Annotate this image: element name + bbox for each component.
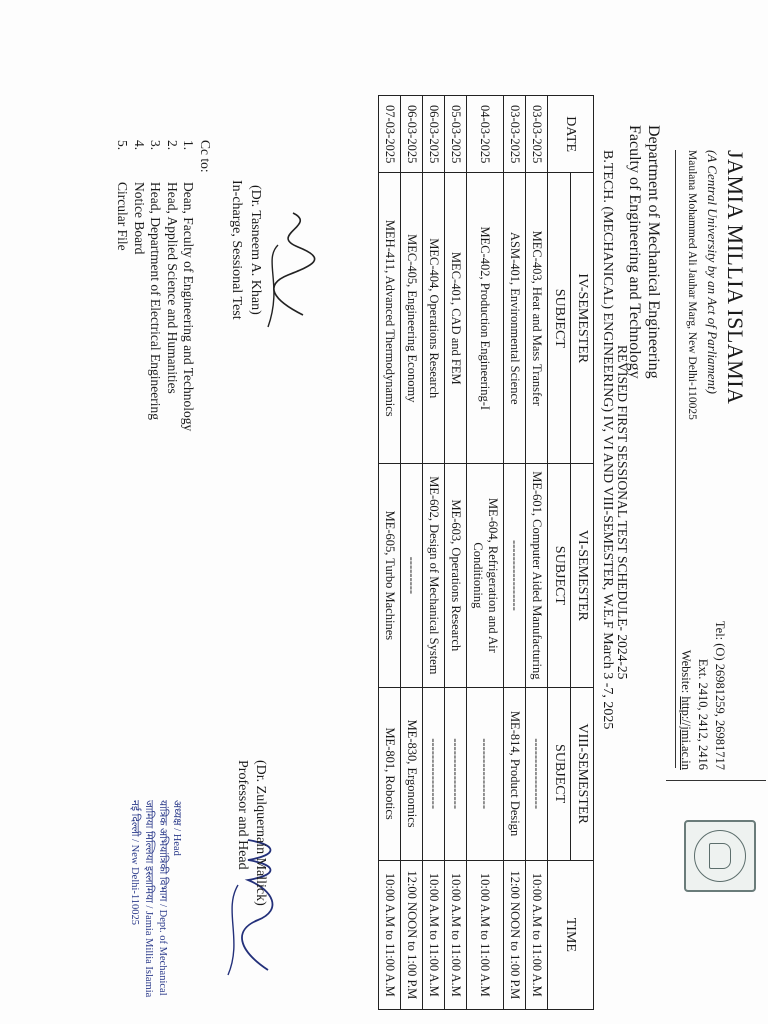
cc-item bbox=[114, 140, 131, 431]
cell-iv: MEH-411, Advanced Thermodynamics bbox=[379, 173, 401, 464]
contact-tel: Tel: (O) 26981259, 26981717 bbox=[713, 620, 727, 770]
cell-time: 10:00 A.M to 11:00 A.M bbox=[526, 860, 548, 1009]
right-signatory-name: (Dr. Zulquernain Mallick) bbox=[253, 760, 268, 906]
subheader-subject-iv: SUBJECT bbox=[548, 173, 571, 464]
cell-viii: ME-814, Product Design bbox=[504, 687, 526, 860]
university-subtitle: (A Central University by an Act of Parliament) bbox=[705, 150, 720, 394]
schedule-title: REVISED FIRST SESSIONAL TEST SCHEDULE- 2024-25 bbox=[615, 345, 630, 680]
contact-rule bbox=[675, 612, 676, 768]
cell-vi: --------- bbox=[401, 464, 423, 687]
cell-viii: ----------------- bbox=[423, 687, 445, 860]
cell-time: 12:00 NOON to 1:00 P.M bbox=[504, 860, 526, 1009]
cell-iv: MEC-405, Engineering Economy bbox=[401, 173, 423, 464]
cell-date: 03-03-2025 bbox=[526, 96, 548, 173]
cell-viii: ME-830, Ergonomics bbox=[401, 687, 423, 860]
cell-vi: ME-601, Computer Aided Manufacturing bbox=[526, 464, 548, 687]
cell-vi: ME-603, Operations Research bbox=[445, 464, 467, 687]
header-rule bbox=[675, 150, 676, 670]
cell-time: 10:00 A.M to 11:00 A.M bbox=[467, 860, 504, 1009]
cc-item bbox=[131, 140, 148, 431]
table-row bbox=[504, 96, 526, 1010]
header-iv-semester: IV-SEMESTER bbox=[571, 173, 594, 464]
university-logo-icon bbox=[684, 820, 756, 892]
cc-item-number: 3. bbox=[148, 140, 164, 151]
signature-khan bbox=[253, 205, 323, 335]
cc-list bbox=[114, 140, 213, 431]
cc-label: Cc to: bbox=[198, 140, 213, 173]
cc-item-number: 1. bbox=[181, 140, 197, 151]
schedule-table bbox=[378, 95, 594, 1010]
subheader-subject-vi: SUBJECT bbox=[548, 464, 571, 687]
cc-item-number: 2. bbox=[165, 140, 180, 151]
right-signatory-title: Professor and Head bbox=[235, 760, 250, 870]
table-row bbox=[445, 96, 467, 1010]
cell-iv: ASM-401, Environmental Science bbox=[504, 173, 526, 464]
cell-time: 10:00 A.M to 11:00 A.M bbox=[423, 860, 445, 1009]
university-address: Maulana Mohammed Ali Jauhar Marg, New Delhi-110025 bbox=[686, 150, 698, 420]
contact-website: Website: http://jmi.ac.in bbox=[679, 649, 693, 770]
header-vi-semester: VI-SEMESTER bbox=[571, 464, 594, 687]
table-row bbox=[423, 96, 445, 1010]
cell-time: 12:00 NOON to 1:00 P.M bbox=[401, 860, 423, 1009]
table-row bbox=[379, 96, 401, 1010]
cell-iv: MEC-403, Heat and Mass Transfer bbox=[526, 173, 548, 464]
cc-item-number: 5. bbox=[115, 140, 131, 151]
cell-date: 07-03-2025 bbox=[379, 96, 401, 173]
department-stamp: अध्यक्ष / Head यांत्रिक अभियांत्रिकी विभाग / Dept. of Mechanical जामिया मिल्लिया इस्लामिया / Jamia Millia Islamia नई दिल्ली / New Delhi-110025 bbox=[129, 800, 182, 998]
table-row bbox=[526, 96, 548, 1010]
header-viii-semester: VIII-SEMESTER bbox=[571, 687, 594, 860]
cc-item-number: 4. bbox=[132, 140, 147, 151]
table-header-row bbox=[571, 96, 594, 1010]
left-signatory-title: In-charge, Sessional Test bbox=[229, 180, 244, 320]
cell-vi: ----------------- bbox=[504, 464, 526, 687]
header-frame-line bbox=[666, 780, 766, 781]
header-date: DATE bbox=[548, 96, 594, 173]
cell-viii: ----------------- bbox=[526, 687, 548, 860]
cc-item bbox=[147, 140, 164, 431]
cc-item-text: Notice Board bbox=[132, 182, 147, 255]
cell-time: 10:00 A.M to 11:00 A.M bbox=[445, 860, 467, 1009]
cell-iv: MEC-404, Operations Research bbox=[423, 173, 445, 464]
cell-date: 04-03-2025 bbox=[467, 96, 504, 173]
header-time: TIME bbox=[548, 860, 594, 1009]
department-name: Department of Mechanical Engineering bbox=[645, 125, 662, 379]
cell-date: 06-03-2025 bbox=[423, 96, 445, 173]
cc-item bbox=[164, 140, 181, 431]
cell-time: 10:00 A.M to 11:00 A.M bbox=[379, 860, 401, 1009]
cc-item-text: Head, Department of Electrical Engineering bbox=[148, 182, 164, 421]
cell-vi: ME-604, Refrigeration and Air Conditioning bbox=[467, 464, 504, 687]
cc-item-text: Circular File bbox=[115, 182, 131, 251]
table-row bbox=[467, 96, 504, 1010]
subheader-subject-viii: SUBJECT bbox=[548, 687, 571, 860]
cell-date: 03-03-2025 bbox=[504, 96, 526, 173]
cell-iv: MEC-401, CAD and FEM bbox=[445, 173, 467, 464]
cell-vi: ME-605, Turbo Machines bbox=[379, 464, 401, 687]
cell-viii: ----------------- bbox=[467, 687, 504, 860]
left-signatory-name: (Dr. Tasneem A. Khan) bbox=[248, 185, 263, 315]
cell-viii: ----------------- bbox=[445, 687, 467, 860]
cell-viii: ME-801, Robotics bbox=[379, 687, 401, 860]
schedule-table-body bbox=[379, 96, 548, 1010]
cell-vi: ME-602, Design of Mechanical System bbox=[423, 464, 445, 687]
table-row bbox=[401, 96, 423, 1010]
contact-ext: Ext. 2410, 2412, 2416 bbox=[696, 658, 710, 770]
faculty-name: Faculty of Engineering and Technology bbox=[626, 125, 643, 379]
schedule-program: B.TECH. (MECHANICAL) ENGINEERING) IV, VI AND VIII-SEMESTER, W.E.F March 3 -7, 2025 bbox=[600, 150, 615, 730]
cc-items bbox=[114, 140, 197, 431]
cell-date: 05-03-2025 bbox=[445, 96, 467, 173]
cc-item bbox=[180, 140, 197, 431]
website-link[interactable]: http://jmi.ac.in bbox=[679, 696, 693, 770]
contact-block bbox=[677, 610, 728, 770]
cc-item-text: Dean, Faculty of Engineering and Technology bbox=[181, 182, 197, 432]
cc-item-text: Head, Applied Science and Humanities bbox=[165, 182, 180, 394]
university-name: JAMIA MILLIA ISLAMIA bbox=[723, 150, 748, 405]
cell-iv: MEC-402, Production Engineering-I bbox=[467, 173, 504, 464]
cell-date: 06-03-2025 bbox=[401, 96, 423, 173]
